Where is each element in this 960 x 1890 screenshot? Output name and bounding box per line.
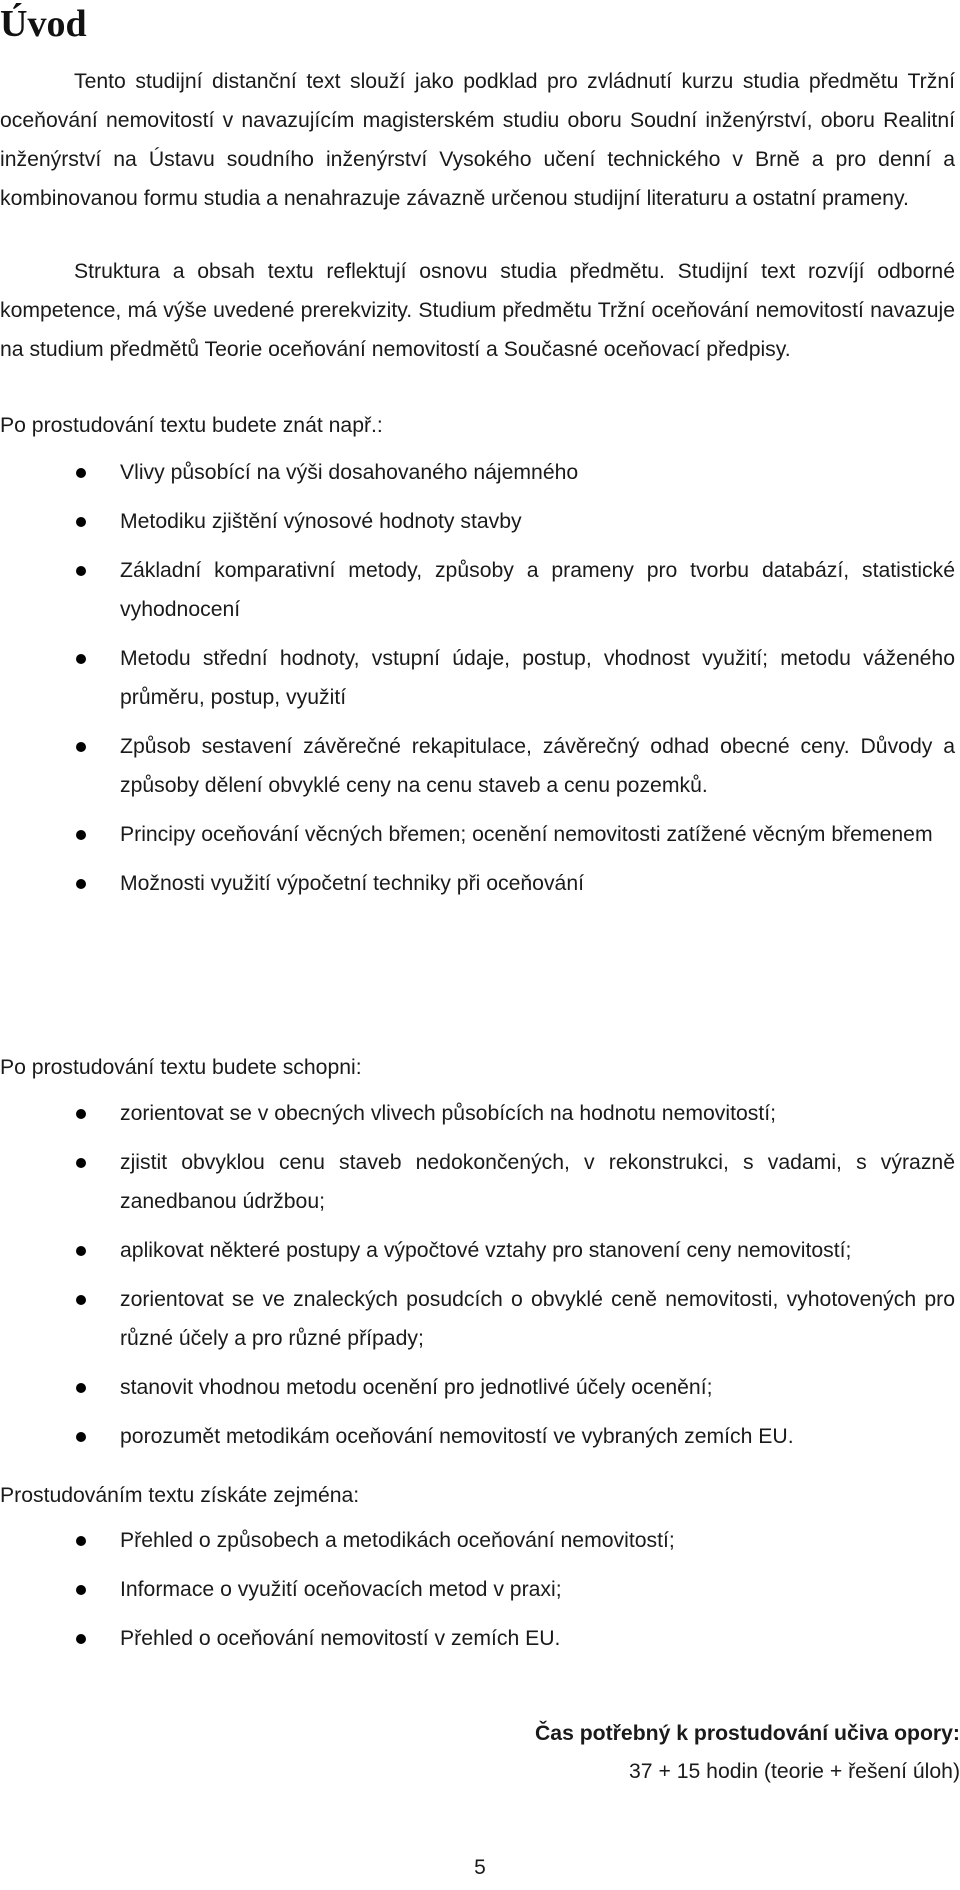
bullet-icon <box>76 1585 86 1595</box>
list-item: Principy oceňování věcných břemen; ocenění nemovitosti zatížené věcným břemenem <box>0 815 955 854</box>
intro-paragraph: Struktura a obsah textu reflektují osnovu studia předmětu. Studijní text rozvíjí odborné kompetence, má výše uvedené prerekvizity. Studium předmětu Tržní oceňování nemovitostí navazuje na studium předmětů Teorie oceňování nemovitostí a Současné oceňovací předpisy. <box>0 260 955 361</box>
bullet-icon <box>76 1383 86 1393</box>
list-item: Přehled o způsobech a metodikách oceňování nemovitostí; <box>0 1521 955 1560</box>
page-number: 5 <box>474 1856 486 1879</box>
bullet-icon <box>76 1634 86 1644</box>
bullet-icon <box>76 517 86 527</box>
list-item: Základní komparativní metody, způsoby a prameny pro tvorbu databází, statistické vyhodnocení <box>0 551 955 629</box>
section-title: Prostudováním textu získáte zejména: <box>0 1484 360 1507</box>
study-time-block <box>535 1715 960 1791</box>
study-time-value: 37 + 15 hodin (teorie + řešení úloh) <box>629 1760 960 1783</box>
page-title: Úvod <box>0 3 87 45</box>
list-item: Informace o využití oceňovacích metod v praxi; <box>0 1570 955 1609</box>
list-item: Přehled o oceňování nemovitostí v zemích EU. <box>0 1619 955 1658</box>
list-item: porozumět metodikám oceňování nemovitostí ve vybraných zemích EU. <box>0 1417 955 1456</box>
bullet-icon <box>76 566 86 576</box>
bullet-icon <box>76 879 86 889</box>
list-item: Vlivy působící na výši dosahovaného nájemného <box>0 453 955 492</box>
section-title: Po prostudování textu budete schopni: <box>0 1056 362 1079</box>
list-item: stanovit vhodnou metodu ocenění pro jednotlivé účely ocenění; <box>0 1368 955 1407</box>
bullet-icon <box>76 1536 86 1546</box>
list-item: aplikovat některé postupy a výpočtové vztahy pro stanovení ceny nemovitostí; <box>0 1231 955 1270</box>
bullet-list <box>0 1094 955 1466</box>
list-item: Metodu střední hodnoty, vstupní údaje, postup, vhodnost využití; metodu váženého průměru, postup, využití <box>0 639 955 717</box>
section-title: Po prostudování textu budete znát např.: <box>0 414 383 437</box>
list-item: zjistit obvyklou cenu staveb nedokončených, v rekonstrukci, s vadami, s výrazně zanedbanou údržbou; <box>0 1143 955 1221</box>
list-item: Způsob sestavení závěrečné rekapitulace, závěrečný odhad obecné ceny. Důvody a způsoby dělení obvyklé ceny na cenu staveb a cenu pozemků. <box>0 727 955 805</box>
bullet-icon <box>76 1295 86 1305</box>
list-item: Metodiku zjištění výnosové hodnoty stavby <box>0 502 955 541</box>
bullet-icon <box>76 654 86 664</box>
list-item: Možnosti využití výpočetní techniky při oceňování <box>0 864 955 903</box>
bullet-list <box>0 453 955 913</box>
bullet-list <box>0 1521 955 1668</box>
list-item: zorientovat se v obecných vlivech působících na hodnotu nemovitostí; <box>0 1094 955 1133</box>
list-item: zorientovat se ve znaleckých posudcích o obvyklé ceně nemovitosti, vyhotovených pro různé účely a pro různé případy; <box>0 1280 955 1358</box>
bullet-icon <box>76 1432 86 1442</box>
bullet-icon <box>76 1109 86 1119</box>
study-time-label: Čas potřebný k prostudování učiva opory: <box>534 1722 960 1745</box>
bullet-icon <box>76 742 86 752</box>
bullet-icon <box>76 830 86 840</box>
bullet-icon <box>76 1158 86 1168</box>
bullet-icon <box>76 1246 86 1256</box>
intro-paragraph: Tento studijní distanční text slouží jako podklad pro zvládnutí kurzu studia předmětu Tržní oceňování nemovitostí v navazujícím magisterském studiu oboru Soudní inženýrství, oboru Realitní inženýrství na Ústavu soudního inženýrství Vysokého učení technického v Brně a pro denní a kombinovanou formu studia a nenahrazuje závazně určenou studijní literaturu a ostatní prameny. <box>0 70 955 210</box>
bullet-icon <box>76 468 86 478</box>
